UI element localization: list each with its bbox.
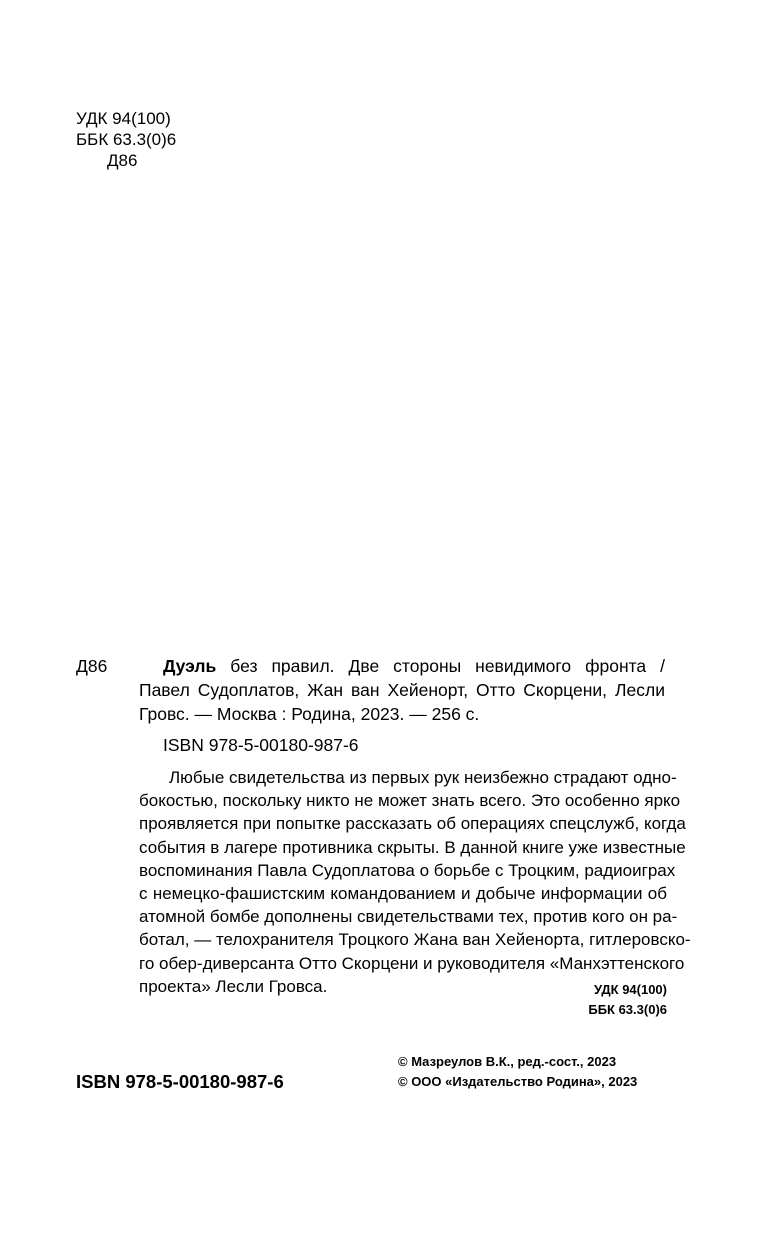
isbn-bottom: ISBN 978-5-00180-987-6 [76, 1071, 284, 1092]
copyright-block [398, 1052, 666, 1092]
annotation-line: воспоминания Павла Судоплатова о борьбе с Троцким, радиоиграх [139, 860, 676, 880]
annotation-line: го обер-диверсанта Отто Скорцени и руководителя «Манхэттенского [139, 953, 685, 973]
right-classification-block [520, 980, 667, 1020]
annotation-line: атомной бомбе дополнены свидетельствами тех, против кого он ра- [139, 907, 678, 927]
bib-line-3: Гровс. — Москва : Родина, 2023. — 256 с. [139, 704, 480, 724]
bbk-code-right: ББК 63.3(0)6 [588, 1002, 667, 1017]
annotation-paragraph [139, 766, 691, 998]
annotation-line: бокостью, поскольку никто не может знать всего. Это особенно ярко [139, 791, 681, 811]
annotation-line: ботал, — телохранителя Троцкого Жана ван Хейенорта, гитлеровско- [139, 930, 691, 950]
book-title-rest: без правил. Две стороны невидимого фронта / [216, 656, 665, 676]
bbk-code: ББК 63.3(0)6 [76, 130, 177, 149]
copyright-publisher: © ООО «Издательство Родина», 2023 [398, 1074, 638, 1089]
annotation-line: проекта» Лесли Гровса. [139, 976, 328, 996]
annotation-line: с немецко-фашистским командованием и добыче информации об [139, 884, 667, 904]
author-sign-entry: Д86 [76, 656, 108, 676]
annotation-line: проявляется при попытке рассказать об операциях спецслужб, когда [139, 814, 686, 834]
bib-line-1 [163, 654, 665, 678]
udk-code-right: УДК 94(100) [593, 982, 667, 997]
annotation-line: Любые свидетельства из первых рук неизбежно страдают одно- [169, 768, 677, 787]
isbn-inline: ISBN 978-5-00180-987-6 [163, 735, 359, 755]
bibliographic-entry [139, 654, 665, 726]
annotation-line: события в лагере противника скрыты. В данной книге уже известные [139, 837, 686, 857]
author-sign-top: Д86 [107, 151, 138, 170]
udk-code: УДК 94(100) [76, 109, 171, 128]
bib-line-2: Павел Судоплатов, Жан ван Хейенорт, Отто Скорцени, Лесли [139, 680, 665, 700]
book-title-bold: Дуэль [163, 656, 217, 676]
copyright-compiler: © Мазреулов В.К., ред.-сост., 2023 [398, 1054, 617, 1069]
top-classification-block [76, 108, 176, 171]
